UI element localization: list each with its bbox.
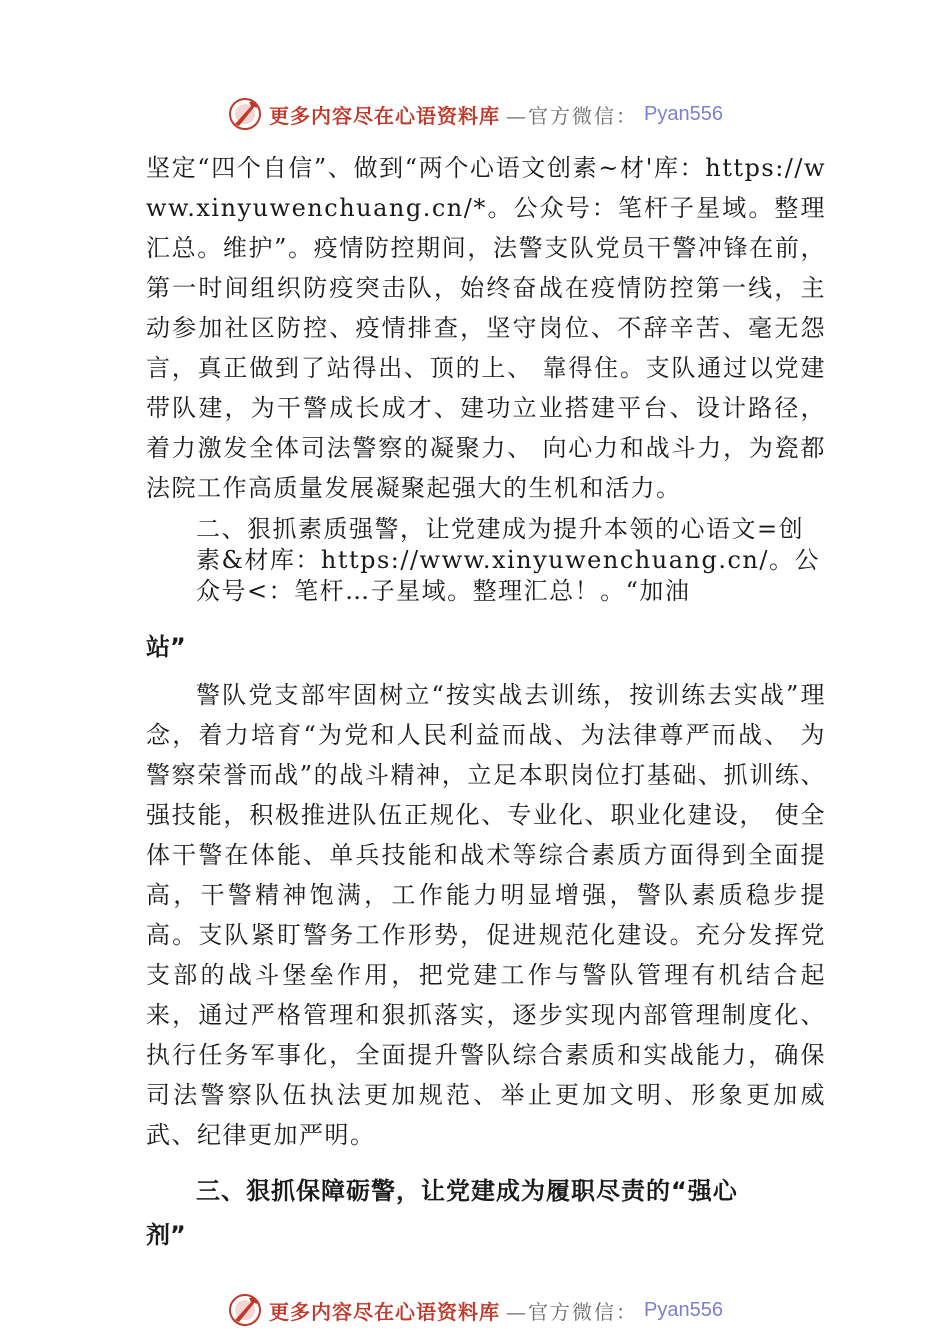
footer-official-text: —官方微信： [506, 1299, 639, 1324]
section-2-heading-tail: 站” [146, 633, 186, 661]
footer-banner [0, 1288, 950, 1332]
paragraph-1: 坚定“四个自信”、做到“两个心语文创素~材'库：https://www.xinyuwenchuang.cn/*。公众号：笔杆子星域。整理汇总。维护”。疫情防控期间，法警支队党员干警冲锋在前，第一时间组织防疫突击队，始终奋战在疫情防控第一线，主动参加社区防控、疫情排查，坚守岗位、不辞辛苦、毫无怨言，真正做到了站得出、顶的上、 靠得住。支队通过以党建带队建，为干警成长成才、建功立业搭建平台、设计路径，着力激发全体司法警察的凝聚力、 向心力和战斗力，为瓷都法院工作高质量发展凝聚起强大的生机和活力。 [146, 154, 826, 502]
header-wechat-id: Pyan556 [644, 102, 723, 125]
paragraph-2: 警队党支部牢固树立“按实战去训练，按训练去实战”理念，着力培育“为党和人民利益而战、为法律尊严而战、 为警察荣誉而战”的战斗精神，立足本职岗位打基础、抓训练、强技能，积极推进队伍正规化、专业化、职业化建设， 使全体干警在体能、单兵技能和战术等综合素质方面得到全面提高，干警精神饱满，工作能力明显增强，警队素质稳步提高。支队紧盯警务工作形势，促进规范化建设。充分发挥党支部的战斗堡垒作用，把党建工作与警队管理有机结合起来，通过严格管理和狠抓落实，逐步实现内部管理制度化、 执行任务军事化，全面提升警队综合素质和实战能力，确保司法警察队伍执法更加规范、举止更加文明、形象更加威武、纪律更加严明。 [146, 681, 826, 1149]
quill-logo-icon [227, 1292, 263, 1328]
section-2-heading: 二、狠抓素质强警，让党建成为提升本领的心语文=创素&材库：https://www.xinyuwenchuang.cn/。公众号<：笔杆…子星域。整理汇总！。“加油 [196, 515, 820, 605]
footer-wechat-id: Pyan556 [644, 1298, 723, 1321]
quill-logo-icon [227, 96, 263, 132]
header-brand-text: 更多内容尽在心语资料库 [269, 103, 501, 128]
section-3-heading: 三、狠抓保障砺警，让党建成为履职尽责的“强心 [196, 1177, 738, 1205]
footer-brand-text: 更多内容尽在心语资料库 [269, 1299, 501, 1324]
section-3-heading-tail: 剂” [146, 1221, 186, 1249]
document-body [146, 148, 826, 1255]
header-banner [0, 92, 950, 136]
header-official-text: —官方微信： [506, 103, 639, 128]
